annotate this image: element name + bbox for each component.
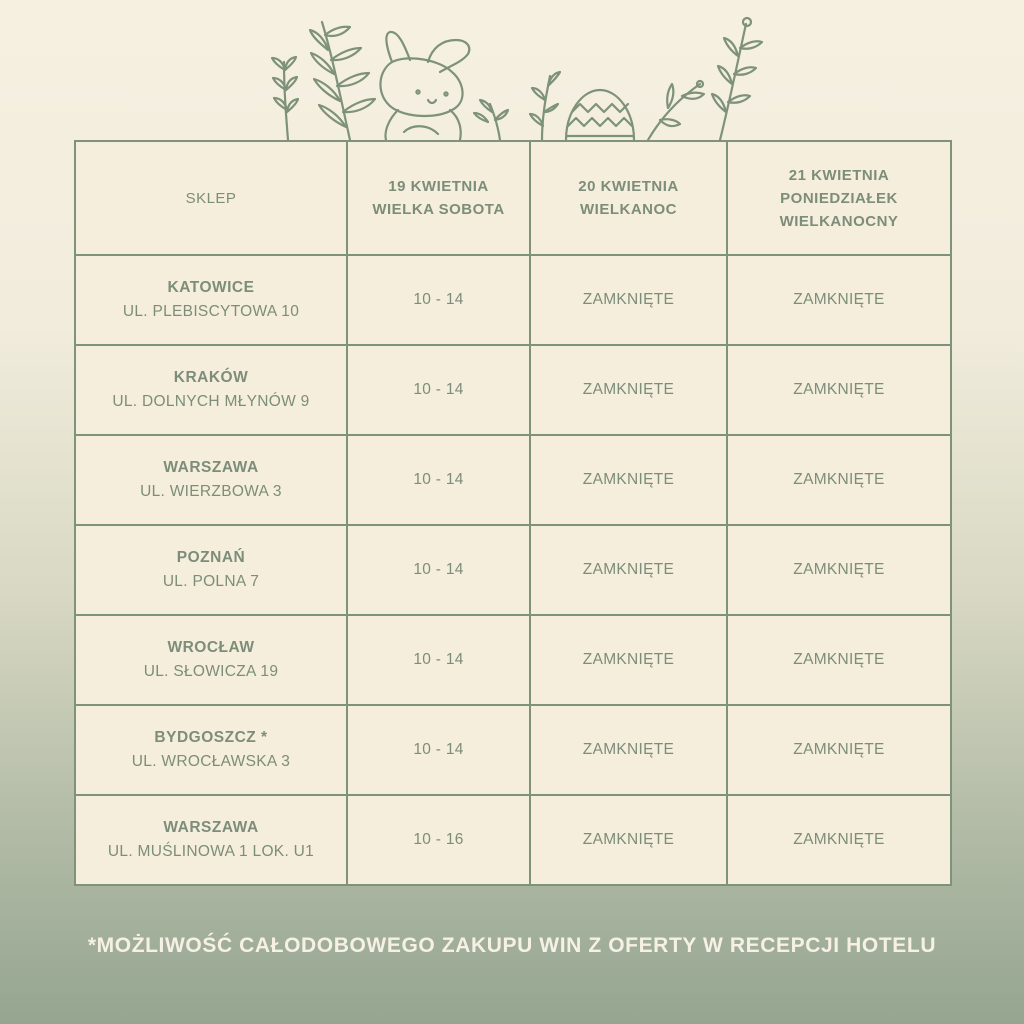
sprig-icon (712, 18, 762, 140)
hours-day-3: ZAMKNIĘTE (727, 435, 951, 525)
hours-day-3: ZAMKNIĘTE (727, 705, 951, 795)
store-address: UL. MUŚLINOWA 1 LOK. U1 (107, 843, 315, 860)
hours-day-1: 10 - 14 (347, 345, 530, 435)
store-address: UL. WIERZBOWA 3 (140, 483, 282, 500)
easter-decoration (0, 0, 1024, 150)
store-cell (75, 345, 347, 435)
sprig-icon (474, 100, 508, 140)
header-day-3-name-2: WIELKANOCNY (779, 212, 899, 230)
table-row (75, 795, 951, 885)
store-cell (75, 255, 347, 345)
sprig-icon (272, 57, 298, 140)
sprig-icon (530, 72, 560, 140)
hours-day-2: ZAMKNIĘTE (530, 705, 727, 795)
table-row (75, 705, 951, 795)
hours-day-1: 10 - 14 (347, 255, 530, 345)
hours-day-2: ZAMKNIĘTE (530, 525, 727, 615)
hours-day-2: ZAMKNIĘTE (530, 435, 727, 525)
store-address: UL. DOLNYCH MŁYNÓW 9 (112, 393, 310, 410)
store-address: UL. POLNA 7 (162, 573, 260, 590)
store-city: BYDGOSZCZ * (154, 729, 268, 746)
sprig-icon (648, 81, 704, 140)
hours-day-2: ZAMKNIĘTE (530, 615, 727, 705)
store-hours-table (74, 140, 952, 886)
hours-day-1: 10 - 14 (347, 435, 530, 525)
store-city: KATOWICE (167, 279, 255, 296)
store-city: KRAKÓW (173, 369, 249, 386)
header-store: SKLEP (75, 141, 347, 255)
store-city: POZNAŃ (176, 549, 246, 566)
hours-day-3: ZAMKNIĘTE (727, 525, 951, 615)
store-city: WARSZAWA (163, 459, 259, 476)
hours-day-1: 10 - 14 (347, 615, 530, 705)
table-row (75, 435, 951, 525)
hours-day-3: ZAMKNIĘTE (727, 345, 951, 435)
bunny-icon (380, 32, 469, 140)
header-day-2 (530, 141, 727, 255)
hours-day-1: 10 - 16 (347, 795, 530, 885)
hours-day-2: ZAMKNIĘTE (530, 345, 727, 435)
fern-icon (310, 22, 375, 140)
store-cell (75, 615, 347, 705)
store-address: UL. SŁOWICZA 19 (143, 663, 279, 680)
header-day-1-name: WIELKA SOBOTA (372, 201, 505, 218)
hours-day-3: ZAMKNIĘTE (727, 255, 951, 345)
hours-day-3: ZAMKNIĘTE (727, 615, 951, 705)
hours-day-1: 10 - 14 (347, 525, 530, 615)
table-header-row (75, 141, 951, 255)
store-city: WROCŁAW (167, 639, 255, 656)
hours-day-2: ZAMKNIĘTE (530, 795, 727, 885)
table-row (75, 255, 951, 345)
header-day-2-date: 20 KWIETNIA (578, 178, 679, 195)
header-day-3-name-1: PONIEDZIAŁEK (780, 189, 898, 207)
store-city: WARSZAWA (163, 819, 259, 836)
store-cell (75, 705, 347, 795)
table-row (75, 615, 951, 705)
store-address: UL. WROCŁAWSKA 3 (131, 753, 291, 770)
header-day-3-date: 21 KWIETNIA (788, 166, 890, 184)
store-address: UL. PLEBISCYTOWA 10 (122, 303, 300, 320)
header-day-1-date: 19 KWIETNIA (388, 178, 489, 195)
header-day-2-name: WIELKANOC (580, 201, 677, 218)
header-day-3 (727, 141, 951, 255)
store-cell (75, 795, 347, 885)
footnote: *MOŻLIWOŚĆ CAŁODOBOWEGO ZAKUPU WIN Z OFERTY W RECEPCJI HOTELU (87, 934, 937, 957)
easter-egg-icon (566, 90, 634, 140)
hours-day-3: ZAMKNIĘTE (727, 795, 951, 885)
table-row (75, 345, 951, 435)
hours-day-1: 10 - 14 (347, 705, 530, 795)
header-day-1 (347, 141, 530, 255)
store-cell (75, 435, 347, 525)
hours-day-2: ZAMKNIĘTE (530, 255, 727, 345)
table-row (75, 525, 951, 615)
store-cell (75, 525, 347, 615)
